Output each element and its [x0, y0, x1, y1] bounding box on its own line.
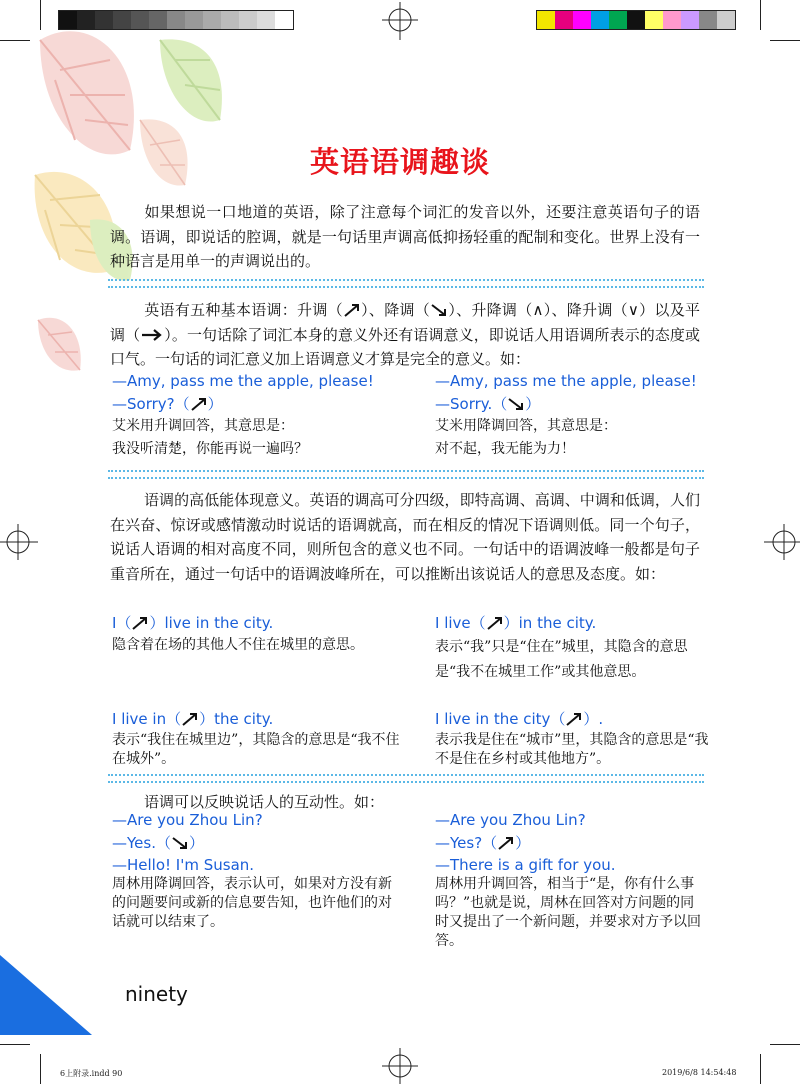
rising-arrow-icon	[131, 616, 149, 630]
explanation-text: 表示我是住在“城市”里，其隐含的意思是“我不是住在乡村或其他地方”。	[435, 732, 709, 767]
color-swatch	[699, 11, 717, 29]
dialogue-line: —Sorry?（ ）	[112, 395, 223, 413]
gray-swatch	[149, 11, 167, 29]
registration-mark-left	[0, 522, 40, 562]
intonation-types-paragraph: 英语有五种基本语调：升调（ ）、降调（ ）、升降调（∧）、降升调（∨）以及平调（ ）。一句话除了词汇本身的意义外还有语调意义，即说话人用语调所表示的态度或口气。一句话的词汇意义加上语调意义才算是完全的意义。如：	[110, 301, 700, 368]
dialogue-left	[112, 811, 412, 932]
dotted-divider	[108, 774, 704, 776]
color-swatch	[717, 11, 735, 29]
dialogue-line: —Are you Zhou Lin?	[435, 811, 586, 829]
page-number-word: ninety	[125, 982, 188, 1006]
gray-swatch	[239, 11, 257, 29]
example-left	[112, 612, 412, 656]
explanation-text: 周林用升调回答，相当于“是，你有什么事吗？”也就是说，周林在回答对方问题的同时又提出了一个新问题，并要求对方予以回答。	[435, 876, 701, 949]
explanation-text: 我没听清楚，你能再说一遍吗？	[112, 441, 308, 457]
color-swatch	[555, 11, 573, 29]
example-left	[112, 372, 412, 460]
color-calibration-bar	[536, 10, 736, 30]
gray-swatch	[95, 11, 113, 29]
registration-mark-bottom	[380, 1044, 420, 1084]
intro-paragraph	[110, 200, 700, 274]
gray-swatch	[185, 11, 203, 29]
example-right	[435, 708, 715, 769]
level-arrow-icon	[140, 328, 164, 342]
falling-arrow-icon	[430, 303, 448, 317]
color-swatch	[681, 11, 699, 29]
dotted-divider	[108, 470, 704, 472]
gray-swatch	[257, 11, 275, 29]
falling-arrow-icon	[507, 397, 525, 411]
dialogue-line: —Yes?（ ）	[435, 834, 531, 852]
explanation-text: 周林用降调回答，表示认可，如果对方没有新的问题要问或新的信息要告知，也许他们的对话就可以结束了。	[112, 876, 392, 930]
crop-mark	[0, 40, 30, 41]
gray-swatch	[131, 11, 149, 29]
dotted-divider	[108, 781, 704, 783]
dialogue-line: —Hello! I'm Susan.	[112, 856, 255, 874]
example-left	[112, 708, 412, 769]
page-title: 英语语调趣谈	[309, 145, 490, 179]
explanation-text: 对不起，我无能为力！	[435, 441, 575, 457]
crop-mark	[0, 1044, 30, 1045]
color-swatch	[537, 11, 555, 29]
color-swatch	[591, 11, 609, 29]
rising-arrow-icon	[565, 712, 583, 726]
dialogue-line: —There is a gift for you.	[435, 856, 616, 874]
color-swatch	[609, 11, 627, 29]
gray-swatch	[221, 11, 239, 29]
rising-arrow-icon	[343, 303, 361, 317]
dotted-divider	[108, 279, 704, 281]
grayscale-calibration-bar	[58, 10, 294, 30]
color-swatch	[663, 11, 681, 29]
file-info: 6上附录.indd 90	[60, 1069, 123, 1078]
rising-arrow-icon	[497, 836, 515, 850]
rising-arrow-icon	[181, 712, 199, 726]
dialogue-line: —Amy, pass me the apple, please!	[435, 372, 697, 390]
crop-mark	[770, 40, 800, 41]
crop-mark	[40, 1054, 41, 1084]
page-number: 90	[58, 980, 92, 1010]
explanation-text: 表示“我住在城里边”，其隐含的意思是“我不住在城外”。	[112, 732, 400, 767]
crop-mark	[40, 0, 41, 30]
rising-arrow-icon	[190, 397, 208, 411]
explanation-text: 隐含着在场的其他人不住在城里的意思。	[112, 637, 364, 653]
explanation-text: 艾米用降调回答，其意思是：	[435, 418, 617, 434]
example-sentence: I live in the city（ ）.	[435, 710, 604, 728]
explanation-text: 表示“我”只是“住在”城里，其隐含的意思是“我不在城里工作”或其他意思。	[435, 639, 688, 680]
pitch-paragraph: 语调的高低能体现意义。英语的调高可分四级，即特高调、高调、中调和低调，人们在兴奋、惊讶或感情激动时说话的语调就高，而在相反的情况下语调则低。同一个句子，说话人语调的相对高度不同，则所包含的意义也不同。一句话中的语调波峰一般都是句子重音所在，通过一句话中的语调波峰所在，可以推断出该说话人的意思及态度。如：	[110, 491, 700, 583]
example-right	[435, 372, 715, 460]
explanation-text: 艾米用升调回答，其意思是：	[112, 418, 294, 434]
example-sentence: I（ ）live in the city.	[112, 614, 274, 632]
example-right	[435, 612, 715, 685]
crop-mark	[760, 1054, 761, 1084]
dialogue-right	[435, 811, 715, 951]
gray-swatch	[275, 11, 293, 29]
color-swatch	[573, 11, 591, 29]
color-swatch	[645, 11, 663, 29]
print-timestamp: 2019/6/8 14:54:48	[662, 1068, 737, 1077]
crop-mark	[760, 0, 761, 30]
gray-swatch	[167, 11, 185, 29]
example-sentence: I live in（ ）the city.	[112, 710, 274, 728]
crop-mark	[770, 1044, 800, 1045]
gray-swatch	[203, 11, 221, 29]
intro-text: 如果想说一口地道的英语，除了注意每个词汇的发音以外，还要注意英语句子的语调。语调，即说话的腔调，就是一句话里声调高低抑扬轻重的配制和变化。世界上没有一种语言是用单一的声调说出的。	[110, 203, 700, 270]
dialogue-line: —Amy, pass me the apple, please!	[112, 372, 374, 390]
falling-arrow-icon	[171, 836, 189, 850]
interaction-paragraph: 语调可以反映说话人的互动性。如：	[144, 793, 385, 811]
example-sentence: I live（ ）in the city.	[435, 614, 597, 632]
gray-swatch	[77, 11, 95, 29]
gray-swatch	[113, 11, 131, 29]
dialogue-line: —Sorry.（ ）	[435, 395, 541, 413]
registration-mark-top	[380, 2, 420, 42]
dotted-divider	[108, 477, 704, 479]
dialogue-line: —Are you Zhou Lin?	[112, 811, 263, 829]
dotted-divider	[108, 286, 704, 288]
rising-arrow-icon	[486, 616, 504, 630]
gray-swatch	[59, 11, 77, 29]
registration-mark-right	[762, 522, 800, 562]
color-swatch	[627, 11, 645, 29]
dialogue-line: —Yes.（ ）	[112, 834, 204, 852]
